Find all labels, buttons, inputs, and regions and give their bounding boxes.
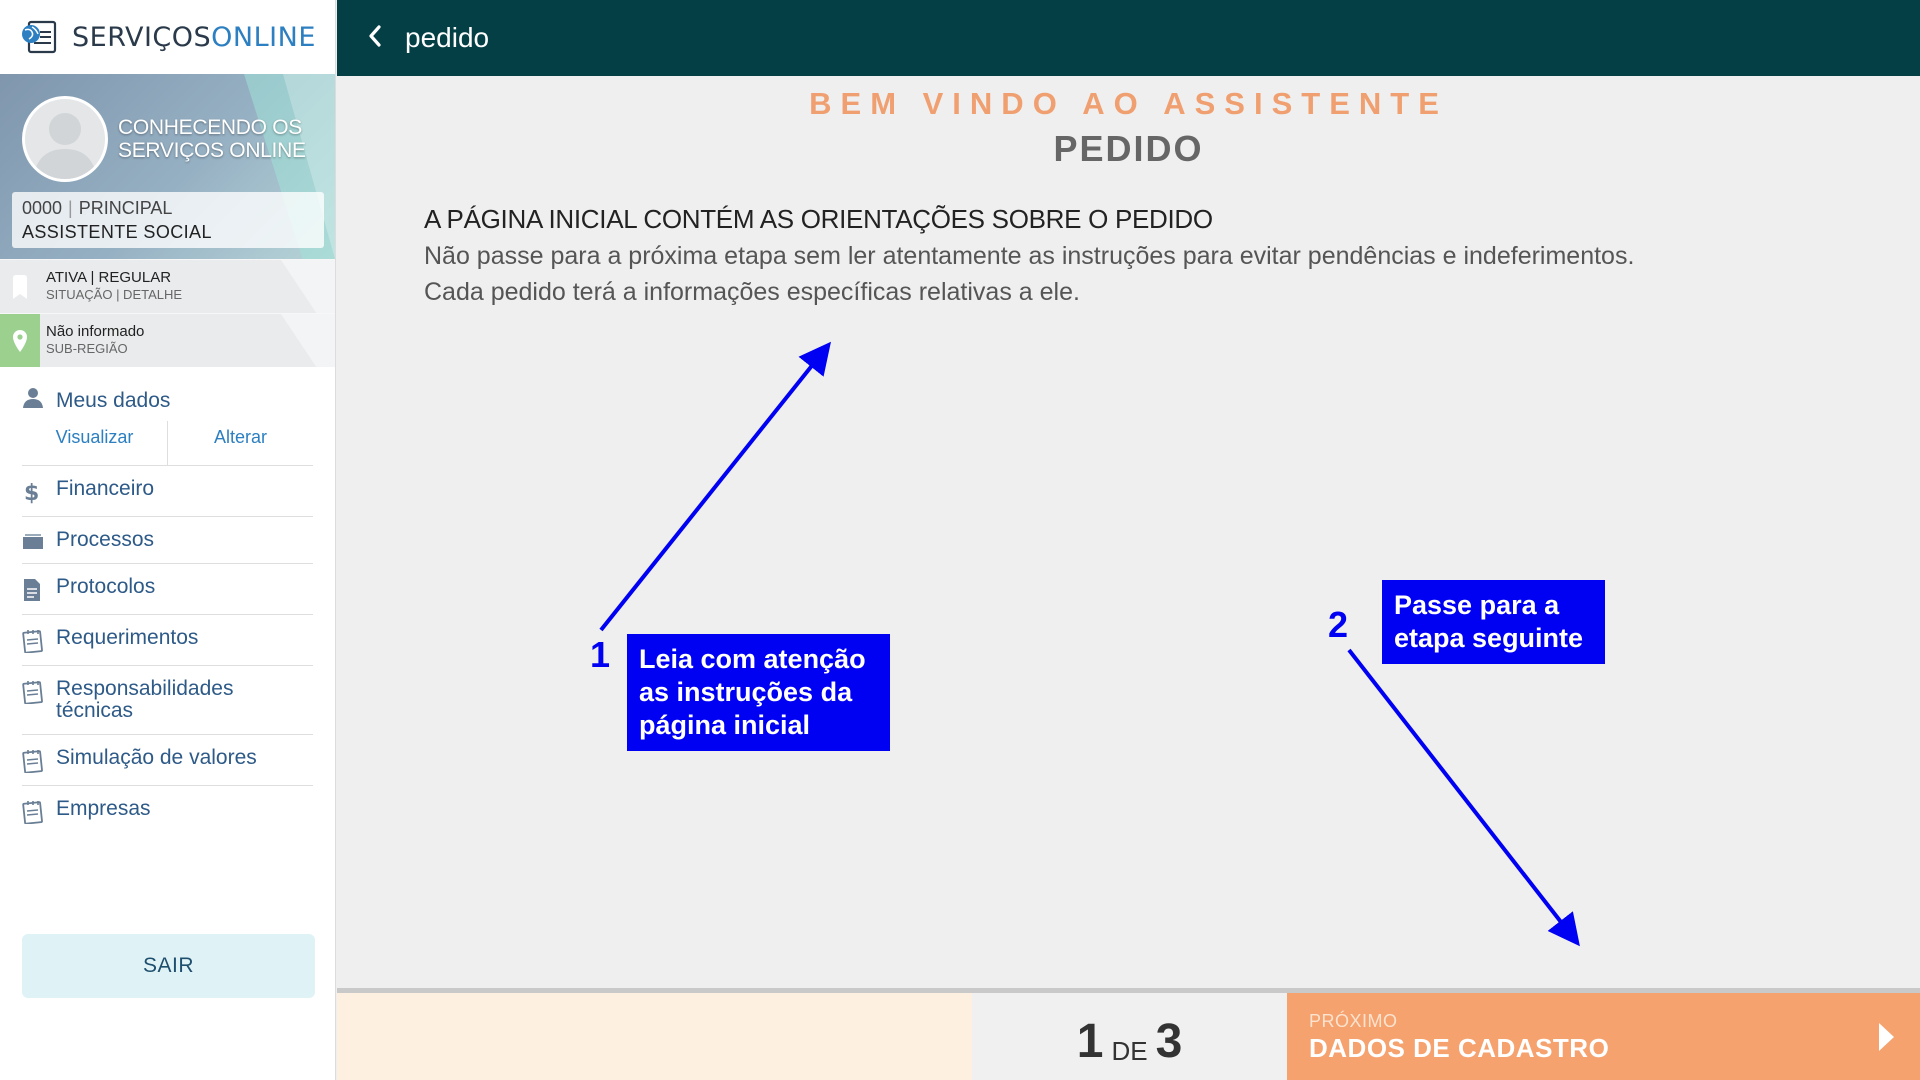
profile-number: 0000 — [22, 198, 63, 218]
annotation-number-1: 1 — [590, 634, 611, 675]
annotation-arrow-2 — [1349, 650, 1575, 940]
sidebar-item-label: Requerimentos — [56, 626, 199, 649]
annotation-arrow-1 — [601, 348, 826, 630]
annotation-line: Passe para a — [1394, 590, 1560, 620]
sidebar-item-meus-dados — [22, 387, 313, 466]
folder-icon — [22, 529, 56, 551]
annotation-line: as instruções da — [639, 677, 853, 707]
sidebar-item-label: Responsabilidades técnicas — [56, 677, 234, 722]
profile-panel — [0, 74, 335, 259]
sidebar-item-label: Empresas — [56, 797, 151, 820]
status-caption: SITUAÇÃO | DETALHE — [46, 287, 183, 302]
region-value: Não informado — [46, 323, 145, 340]
sidebar-item-simulacao-de-valores[interactable] — [22, 735, 313, 786]
chevron-left-icon — [367, 24, 383, 53]
profile-name: CONHECENDO OS SERVIÇOS ONLINE — [118, 116, 306, 162]
profile-type: PRINCIPAL — [78, 198, 173, 218]
visualizar-link[interactable]: Visualizar — [55, 427, 134, 447]
notepad-icon — [22, 747, 56, 773]
next-label: PRÓXIMO — [1309, 1011, 1398, 1031]
alterar-link[interactable]: Alterar — [167, 421, 313, 465]
bookmark-icon — [0, 260, 40, 313]
annotation-line: Leia com atenção — [639, 644, 866, 674]
instructions-line: Cada pedido terá a informações específicas relativas a ele. — [424, 278, 1080, 306]
annotation-line: página inicial — [639, 710, 811, 740]
globe-document-icon — [20, 18, 58, 56]
dollar-icon — [22, 478, 56, 504]
sidebar-item-requerimentos[interactable] — [22, 615, 313, 666]
top-bar — [337, 0, 1920, 76]
notepad-icon — [22, 798, 56, 824]
notepad-icon — [22, 678, 56, 704]
svg-text:$: $ — [24, 481, 40, 504]
page-title: pedido — [405, 22, 490, 53]
instructions-line: Não passe para a próxima etapa sem ler atentamente as instruções para evitar pendências e indeferimentos. — [424, 242, 1635, 270]
user-icon — [22, 387, 56, 415]
play-arrow-icon — [1876, 1021, 1896, 1058]
sidebar-item-processos[interactable] — [22, 517, 313, 564]
sidebar-item-empresas[interactable] — [22, 786, 313, 836]
annotation-number-2: 2 — [1328, 604, 1349, 645]
sidebar-item-label: Protocolos — [56, 575, 156, 598]
sidebar-item-label: Processos — [56, 528, 155, 551]
status-row — [0, 259, 335, 313]
current-step: 1 — [1076, 1015, 1104, 1068]
sidebar — [0, 0, 336, 1080]
location-pin-icon — [0, 314, 40, 367]
annotation-line: etapa seguinte — [1394, 623, 1584, 653]
wizard-welcome: BEM VINDO AO ASSISTENTE — [809, 86, 1448, 121]
wizard-content — [337, 76, 1920, 988]
sidebar-item-label: Simulação de valores — [56, 746, 257, 769]
sidebar-item-protocolos[interactable] — [22, 564, 313, 615]
footer-previous-area — [337, 993, 972, 1080]
region-caption: SUB-REGIÃO — [46, 341, 128, 356]
document-icon — [22, 576, 56, 602]
profile-role: ASSISTENTE SOCIAL — [22, 222, 212, 242]
sidebar-menu — [0, 367, 335, 836]
next-step-button[interactable] — [1287, 993, 1920, 1080]
brand-name: SERVIÇOSONLINE — [72, 21, 316, 53]
logout-button[interactable]: SAIR — [22, 934, 315, 998]
sidebar-item-label[interactable]: Meus dados — [56, 389, 171, 412]
instructions-heading: A PÁGINA INICIAL CONTÉM AS ORIENTAÇÕES SOBRE O PEDIDO — [424, 204, 1213, 234]
profile-card: 0000 | PRINCIPAL ASSISTENTE SOCIAL — [12, 192, 324, 248]
annotation-callout-1 — [627, 634, 890, 751]
brand-logo[interactable] — [0, 0, 335, 74]
sidebar-item-financeiro[interactable] — [22, 466, 313, 517]
step-indicator — [972, 993, 1287, 1080]
annotation-callout-2 — [1382, 580, 1605, 664]
region-row — [0, 313, 335, 367]
annotation-arrows — [337, 76, 1920, 988]
step-separator: DE — [1111, 1036, 1148, 1066]
notepad-icon — [22, 627, 56, 653]
total-steps: 3 — [1155, 1015, 1183, 1068]
next-step-title: DADOS DE CADASTRO — [1309, 1033, 1610, 1063]
avatar[interactable] — [22, 96, 108, 182]
status-value: ATIVA | REGULAR — [46, 269, 172, 286]
wizard-footer — [337, 988, 1920, 1080]
back-button[interactable] — [345, 0, 405, 76]
sidebar-item-label: Financeiro — [56, 477, 155, 500]
sidebar-item-responsabilidades-tecnicas[interactable] — [22, 666, 313, 735]
wizard-title: PEDIDO — [1053, 128, 1204, 169]
